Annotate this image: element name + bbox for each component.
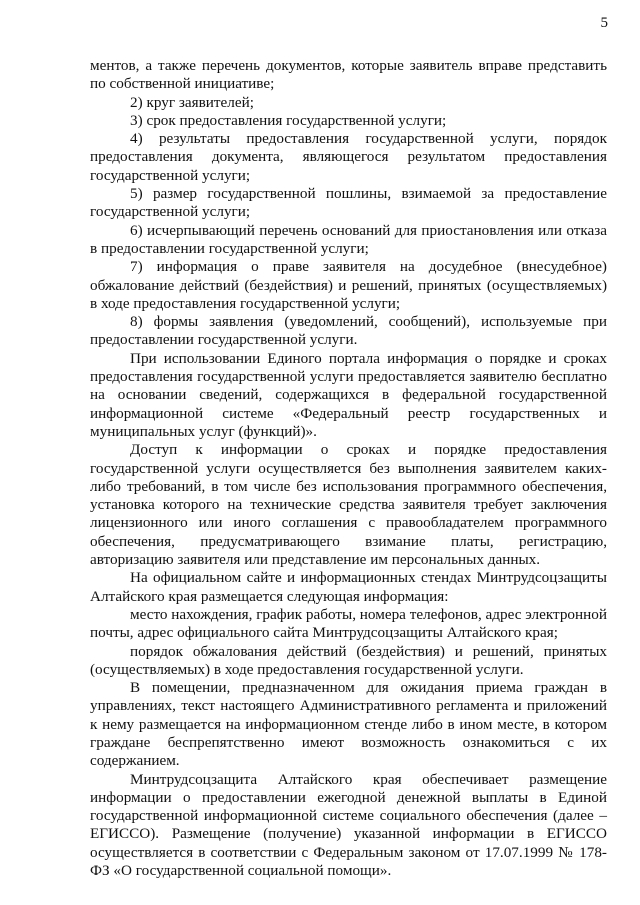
list-item-state-fee: 5) размер государственной пошлины, взимаемой за предоставление государственной услуги; [90, 185, 607, 221]
paragraph-unified-portal: При использовании Единого портала информация о порядке и сроках предоставления государственной услуги предоставляется заявителю бесплатно на основании сведений, содержащихся в федеральной государственной информационной системе «Федеральный реестр государственных и муниципальных услуг (функций)». [90, 349, 607, 440]
list-item-application-forms: 8) формы заявления (уведомлений, сообщений), используемые при предоставлении государственной услуги. [90, 313, 607, 349]
list-item-service-term: 3) срок предоставления государственной услуги; [130, 111, 447, 129]
paragraph-access-info: Доступ к информации о сроках и порядке предоставления государственной услуги осуществляется без выполнения заявителем каких-либо требований, в том числе без использования программного обеспечения, установка которого на технические средства заявителя требует заключения лицензионного или иного соглашения с правообладателем программного обеспечения, предусматривающего взимание платы, регистрацию, авторизацию заявителя или представление им персональных данных. [90, 441, 607, 569]
document-body [90, 57, 607, 880]
paragraph-egisso: Минтрудсоцзащита Алтайского края обеспечивает размещение информации о предоставлении ежегодной денежной выплаты в Единой государственной информационной системе социального обеспечения (далее – ЕГИССО). Размещение (получение) указанной информации в ЕГИССО осуществляется в соответствии с Федеральным законом от 17.07.1999 № 178-ФЗ «О государственной социальной помощи». [90, 770, 607, 880]
paragraph-official-site: На официальном сайте и информационных стендах Минтрудсоцзащиты Алтайского края размещается следующая информация: [90, 569, 607, 605]
list-item-appeal-right: 7) информация о праве заявителя на досудебное (внесудебное) обжалование действий (бездействия) и решений, принятых (осуществляемых) в ходе предоставления государственной услуги; [90, 258, 607, 312]
list-item-results: 4) результаты предоставления государственной услуги, порядок предоставления документа, являющегося результатом предоставления государственной услуги; [90, 130, 607, 184]
paragraph-appeal-procedure: порядок обжалования действий (бездействия) и решений, принятых (осуществляемых) в ходе предоставления государственной услуги. [90, 642, 607, 678]
page-number: 5 [600, 15, 608, 31]
paragraph-waiting-room: В помещении, предназначенном для ожидания приема граждан в управлениях, текст настоящего Административного регламента и приложений к нему размещается на информационном стенде либо в ином месте, в котором граждане беспрепятственно имеют возможность ознакомиться с их содержанием. [90, 679, 607, 770]
paragraph-continuation: ментов, а также перечень документов, которые заявитель вправе представить по собственной инициативе; [90, 57, 607, 93]
list-item-applicants: 2) круг заявителей; [130, 93, 254, 111]
paragraph-location-info: место нахождения, график работы, номера телефонов, адрес электронной почты, адрес официального сайта Минтрудсоцзащиты Алтайского края; [90, 605, 607, 642]
list-item-refusal-grounds: 6) исчерпывающий перечень оснований для приостановления или отказа в предоставлении государственной услуги; [90, 221, 607, 257]
